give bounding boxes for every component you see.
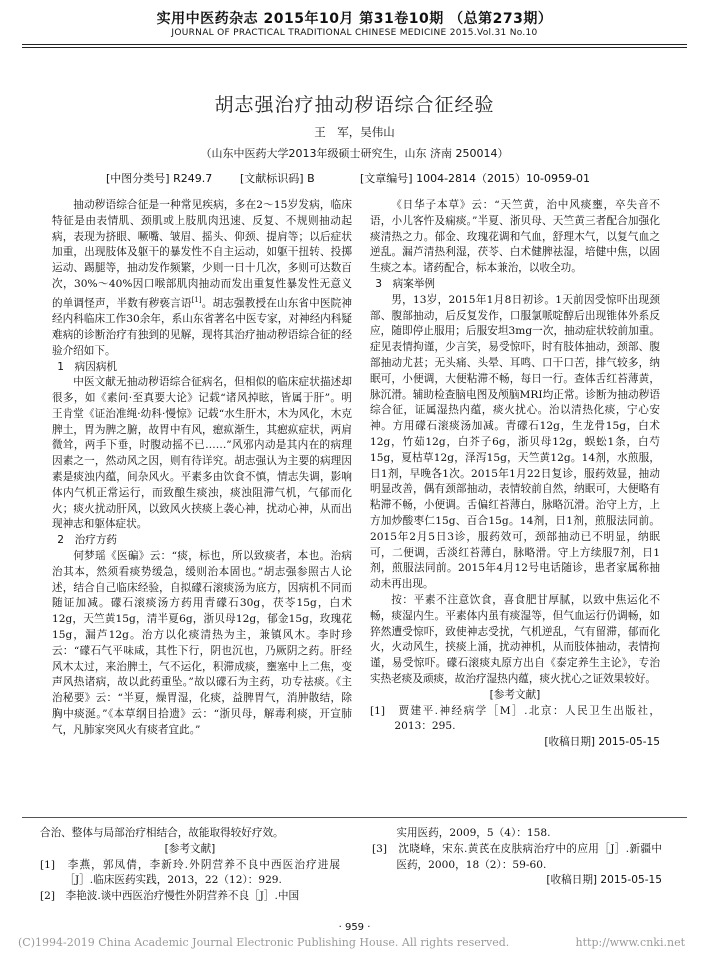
article-authors: 王 军，吴伟山: [314, 125, 395, 139]
header-rule: [22, 44, 687, 45]
prev-received-date: [收稿日期] 2015-05-15: [546, 874, 662, 887]
section-heading-2: 2 治疗方药: [57, 534, 118, 547]
author-affiliation: （山东中医药大学2013年级硕士研究生，山东 济南 250014）: [200, 147, 509, 160]
reference-item: [1] 贾建平.神经病学［M］.北京：人民卫生出版社，2013：295.: [370, 704, 660, 733]
prev-reference-continued: 实用医药，2009，5（4）：158.: [396, 827, 551, 839]
bottom-right-column: [372, 826, 662, 889]
prev-reference-item: [1] 李燕，郭凤倩，李新玲.外阴营养不良中西医治疗进展［J］.临床医药实践，2013，22（12）：929.: [40, 858, 340, 887]
intro-paragraph: [52, 198, 352, 360]
prev-reference-item: [2] 李艳波.谈中西医治疗慢性外阴营养不良［J］.中国: [40, 890, 300, 903]
source-url: http://www.cnki.net: [575, 936, 685, 949]
intro-text-2: 。胡志强教授在山东省中医院神经内科临床工作30余年，系山东省著名中医专家，对神经内科疑难病的诊断治疗有独到的见解，现将其治疗抽动秽语综合征的经验介绍如下。: [52, 297, 353, 357]
section-heading-1: 1 病因病机: [57, 360, 118, 373]
article-number: [文章编号] 1004-2814（2015）10-0959-01: [360, 172, 590, 185]
header-rule-thin: [22, 47, 687, 48]
section-2-continued: 《日华子本草》云：“天竺黄，治中风痰壅，卒失音不语，小儿客忤及痫痰。”半夏、浙贝母、天竺黄三者配合加强化痰清热之力。郁金、玫瑰花调和气血，舒理木气，以复气血之逆乱。漏芦清热利湿，茯苓、白术健脾祛湿，培健中焦，以固生痰之本。诸药配合，标本兼治，以收全功。: [370, 199, 660, 275]
received-date: [收稿日期] 2015-05-15: [544, 736, 660, 749]
journal-title: 实用中医药杂志 2015年10月 第31卷10期 （总第273期）: [156, 11, 553, 27]
class-number: [中图分类号] R249.7: [106, 172, 213, 185]
document-code: [文献标识码] B: [240, 172, 315, 185]
section-2-paragraph: 何梦瑶《医碥》云：“痰，标也，所以致痰者，本也。治病治其本，然须看痰势缓急，缓则治本固也。”胡志强参照古人论述，结合自己临床经验，自拟礞石滚痰汤为底方，因病机不同而随证加减。礞石滚痰汤方药用青礞石30g，茯苓15g，白术12g，天竺黄15g，清半夏6g，浙贝母12g，郁金15g，玫瑰花15g，漏芦12g。治方以化痰清热为主，兼镇风木。李时珍云：“礞石气平味咸，其性下行，阴也沉也，乃厥阴之药。肝经风木太过，来治脾土，气不运化，积滞成痰，壅塞中上二焦，变声风热诸病，故以此药重坠。”故以礞石为主药，功专祛痰。《主治秘要》云：“半夏，燥胃湿，化痰，益脾胃气，消肿散结，除胸中痰涎。”《本草纲目拾遗》云：“浙贝母，解毒利痰，开宣肺气，凡肺家突风火有痰者宜此。”: [52, 550, 352, 736]
section-1-paragraph: 中医文献无抽动秽语综合征病名，但相似的临床症状描述却很多，如《素问·至真要大论》记载“诸风掉眩，皆属于肝”。明王肯堂《证治准绳·幼科·慢惊》记载“水生肝木，木为风化，木克脾土，胃为脾之腑，故胃中有风，瘛疭渐生，其瘛疭症状，两肩微耸，两手下垂，时腹动摇不已……”风邪内动是其内在的病理因素之一，然动风之因，则有待详究。胡志强认为主要的病理因素是痰浊内蕴，间杂风火。平素多由饮食不慎，情志失调，影响体内气机正常运行，而致酿生痰浊，痰浊阻滞气机，气郁而化火；痰火扰动肝风，以致风火挟痰上袭心神，扰动心神，从而出现神志和躯体症状。: [52, 376, 352, 531]
section-divider: [22, 817, 687, 818]
copyright-watermark: (C)1994-2019 China Academic Journal Electronic Publishing House. All rights reserved.: [18, 936, 510, 949]
prev-article-ending: 合治、整体与局部治疗相结合，故能取得较好疗效。: [40, 827, 284, 839]
commentary-paragraph: 按：平素不注意饮食，喜食肥甘厚腻，以致中焦运化不畅，痰湿内生。平素体内虽有痰湿等，但气血运行仍调畅，如猝然遭受惊吓，致使神志受扰，气机逆乱，气有留滞，郁而化火，火动风生，挟痰上涌，扰动神机，从而肢体抽动，表情拘谨，易受惊吓。礞石滚痰丸原方出自《泰定养生主论》，专治实热老痰及顽痰，故治疗湿热内蕴，痰火扰心之证效果较好。: [370, 593, 660, 685]
section-heading-3: 3 病案举例: [375, 277, 436, 290]
case-report: 男，13岁，2015年1月8日初诊。1天前因受惊吓出现颈部、腹部抽动，后反复发作，口服氯哌啶醇后出现锥体外系反应，随即停止服用；后服安坦3mg一次，抽动症状较前加重。症见表情拘谨，少言笑，易受惊吓，时有肢体抽动，颈部、腹部抽动尤甚；无头痛、头晕、耳鸣、口干口苦，排气较多，纳眠可，小便调，大便粘滞不畅，每日一行。查体舌红苔薄黄，脉沉滑。辅助检查脑电图及颅脑MRI均正常。诊断为抽动秽语综合征，证属湿热内蕴，痰火扰心。治以清热化痰，宁心安神。方用礞石滚痰汤加减。青礞石12g，生龙骨15g，白术12g，竹茹12g，白芥子6g，浙贝母12g，蜈蚣1条，白芍15g，夏枯草12g，泽泻15g，天竺黄12g。14剂，水煎服，日1剂，早晚各1次。2015年1月22日复诊，服药效显，抽动明显改善，偶有颈部抽动，表情较前自然，纳眠可，大便略有粘滞不畅，小便调。舌偏红苔薄白，脉略沉滑。治守上方，上方加炒酸枣仁15g、百合15g。14剂，日1剂，煎服法同前。2015年2月5日3诊，服药效可，颈部抽动已不明显，纳眠可，二便调，舌淡红苔薄白，脉略滑。守上方续服7剂，日1剂，煎服法同前。2015年4月12号电话随诊，患者家属称抽动未再出现。: [370, 293, 660, 591]
right-column: [370, 198, 660, 751]
citation-marker: [1]: [191, 295, 202, 304]
bottom-left-column: [40, 826, 340, 905]
prev-references-heading: [参考文献]: [164, 842, 216, 855]
article-title: 胡志强治疗抽动秽语综合征经验: [214, 94, 495, 116]
page-number: · 959 ·: [338, 922, 371, 933]
intro-text-1: 抽动秽语综合征是一种常见疾病，多在2～15岁发病，临床特征是由表情肌、颈肌或上肢肌肉迅速、反复、不规则抽动起病，表现为挤眼、噘嘴、皱眉、摇头、仰颈、提肩等；以后症状加重，出现肢体及躯干的暴发性不自主运动，如躯干扭转、投掷运动、踢腿等，抽动发作频繁，少则一日十几次，多则可达数百次，30%～40%因口喉部肌肉抽动而发出重复性暴发性无意义的单调怪声，半数有秽亵言语: [52, 199, 352, 310]
journal-title-en: JOURNAL OF PRACTICAL TRADITIONAL CHINESE MEDICINE 2015.Vol.31 No.10: [171, 28, 538, 38]
prev-reference-item: [3] 沈晓峰，宋东.黄芪在皮肤病治疗中的应用［J］.新疆中医药，2000，18（2）：59-60.: [372, 842, 662, 871]
references-heading: [参考文献]: [489, 688, 541, 701]
left-column: [52, 198, 352, 739]
